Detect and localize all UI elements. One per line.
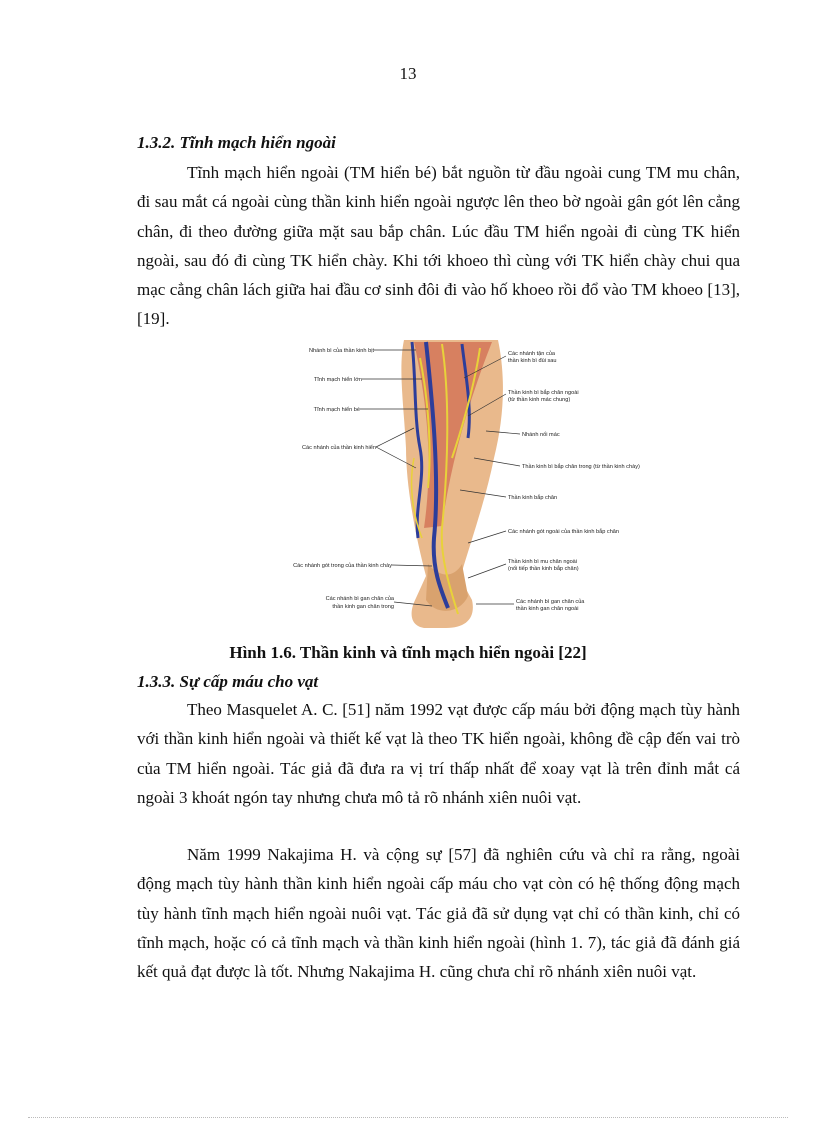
label-left-3: Tĩnh mạch hiển bé [313,407,360,413]
label-right-1: Các nhánh tận của [508,351,555,357]
figure-labels-right [508,350,640,612]
label-left-5: Các nhánh gót trong của thần kinh chày [293,563,392,569]
label-right-8: Các nhánh gót ngoài của thần kinh bắp chân [508,529,620,535]
label-right-9: Thần kinh bì mu chân ngoài [508,559,578,565]
label-left-6: Các nhánh bì gan chân của [325,596,394,602]
paragraph-small-saphenous-vein: Tĩnh mạch hiển ngoài (TM hiển bé) bắt nguồn từ đầu ngoài cung TM mu chân, đi sau mắt cá ngoài cùng thần kinh hiển ngoài ngược lên theo bờ ngoài gân gót lên cẳng chân, đi theo đường giữa mặt sau bắp chân. Lúc đầu TM hiển ngoài đi cùng TK hiển ngoài, sau đó đi cùng TK hiển chày. Khi tới khoeo thì cùng với TK hiển chày chui qua mạc cẳng chân lách giữa hai đầu cơ sinh đôi đi vào hố khoeo rồi đổ vào TM khoeo [13], [19]. [137,163,740,329]
label-right-3: Thần kinh bì bắp chân ngoài [508,390,579,396]
label-left-7: thần kinh gan chân trong [332,604,394,610]
footer-divider [28,1117,788,1118]
label-right-2: thần kinh bì đùi sau [508,358,557,364]
figure-leg-anatomy [236,338,686,630]
label-right-7: Thần kinh bắp chân [508,495,558,501]
label-right-11: Các nhánh bì gan chân của [516,599,585,605]
label-right-6: Thần kinh bì bắp chân trong (từ thần kinh chày) [522,464,640,470]
leg-illustration [401,340,503,628]
label-left-1: Nhánh bì của thần kinh bịt [309,348,374,354]
leg-anatomy-illustration [236,338,686,630]
page-number: 13 [399,64,417,83]
label-right-4: (từ thần kinh mác chung) [508,397,571,403]
figure-labels-left [293,347,395,610]
label-left-4: Các nhánh của thần kinh hiển [301,445,376,451]
label-left-2: Tĩnh mạch hiển lớn [313,377,362,383]
label-right-10: (nối tiếp thần kinh bắp chân) [508,566,579,572]
section-heading-1-3-2: 1.3.2. Tĩnh mạch hiển ngoài [137,133,336,152]
paragraph-nakajima: Năm 1999 Nakajima H. và cộng sự [57] đã nghiên cứu và chỉ ra rằng, ngoài động mạch tùy hành thần kinh hiển ngoài cấp máu cho vạt còn có hệ thống động mạch tùy hành tĩnh mạch hiển ngoài nuôi vạt. Tác giả đã sử dụng vạt chỉ có thần kinh, chỉ có tĩnh mạch, hoặc có cả tĩnh mạch và thần kinh hiển ngoài (hình 1. 7), tác giả đã đánh giá kết quả đạt được là tốt. Nhưng Nakajima H. cũng chưa chỉ rõ nhánh xiên nuôi vạt. [137,845,740,982]
section-heading-1-3-3: 1.3.3. Sự cấp máu cho vạt [137,672,319,691]
label-right-12: thần kinh gan chân ngoài [516,606,579,612]
figure-caption: Hình 1.6. Thần kinh và tĩnh mạch hiển ngoài [22] [229,643,587,662]
label-right-5: Nhánh nối mác [522,432,560,438]
paragraph-masquelet: Theo Masquelet A. C. [51] năm 1992 vạt được cấp máu bởi động mạch tùy hành với thần kinh hiển ngoài và thiết kế vạt là theo TK hiển ngoài, không đề cập đến vai trò của TM hiển ngoài. Tác giả đã đưa ra vị trí thấp nhất để xoay vạt là trên đỉnh mắt cá ngoài 3 khoát ngón tay nhưng chưa mô tả rõ nhánh xiên nuôi vạt. [137,700,740,807]
